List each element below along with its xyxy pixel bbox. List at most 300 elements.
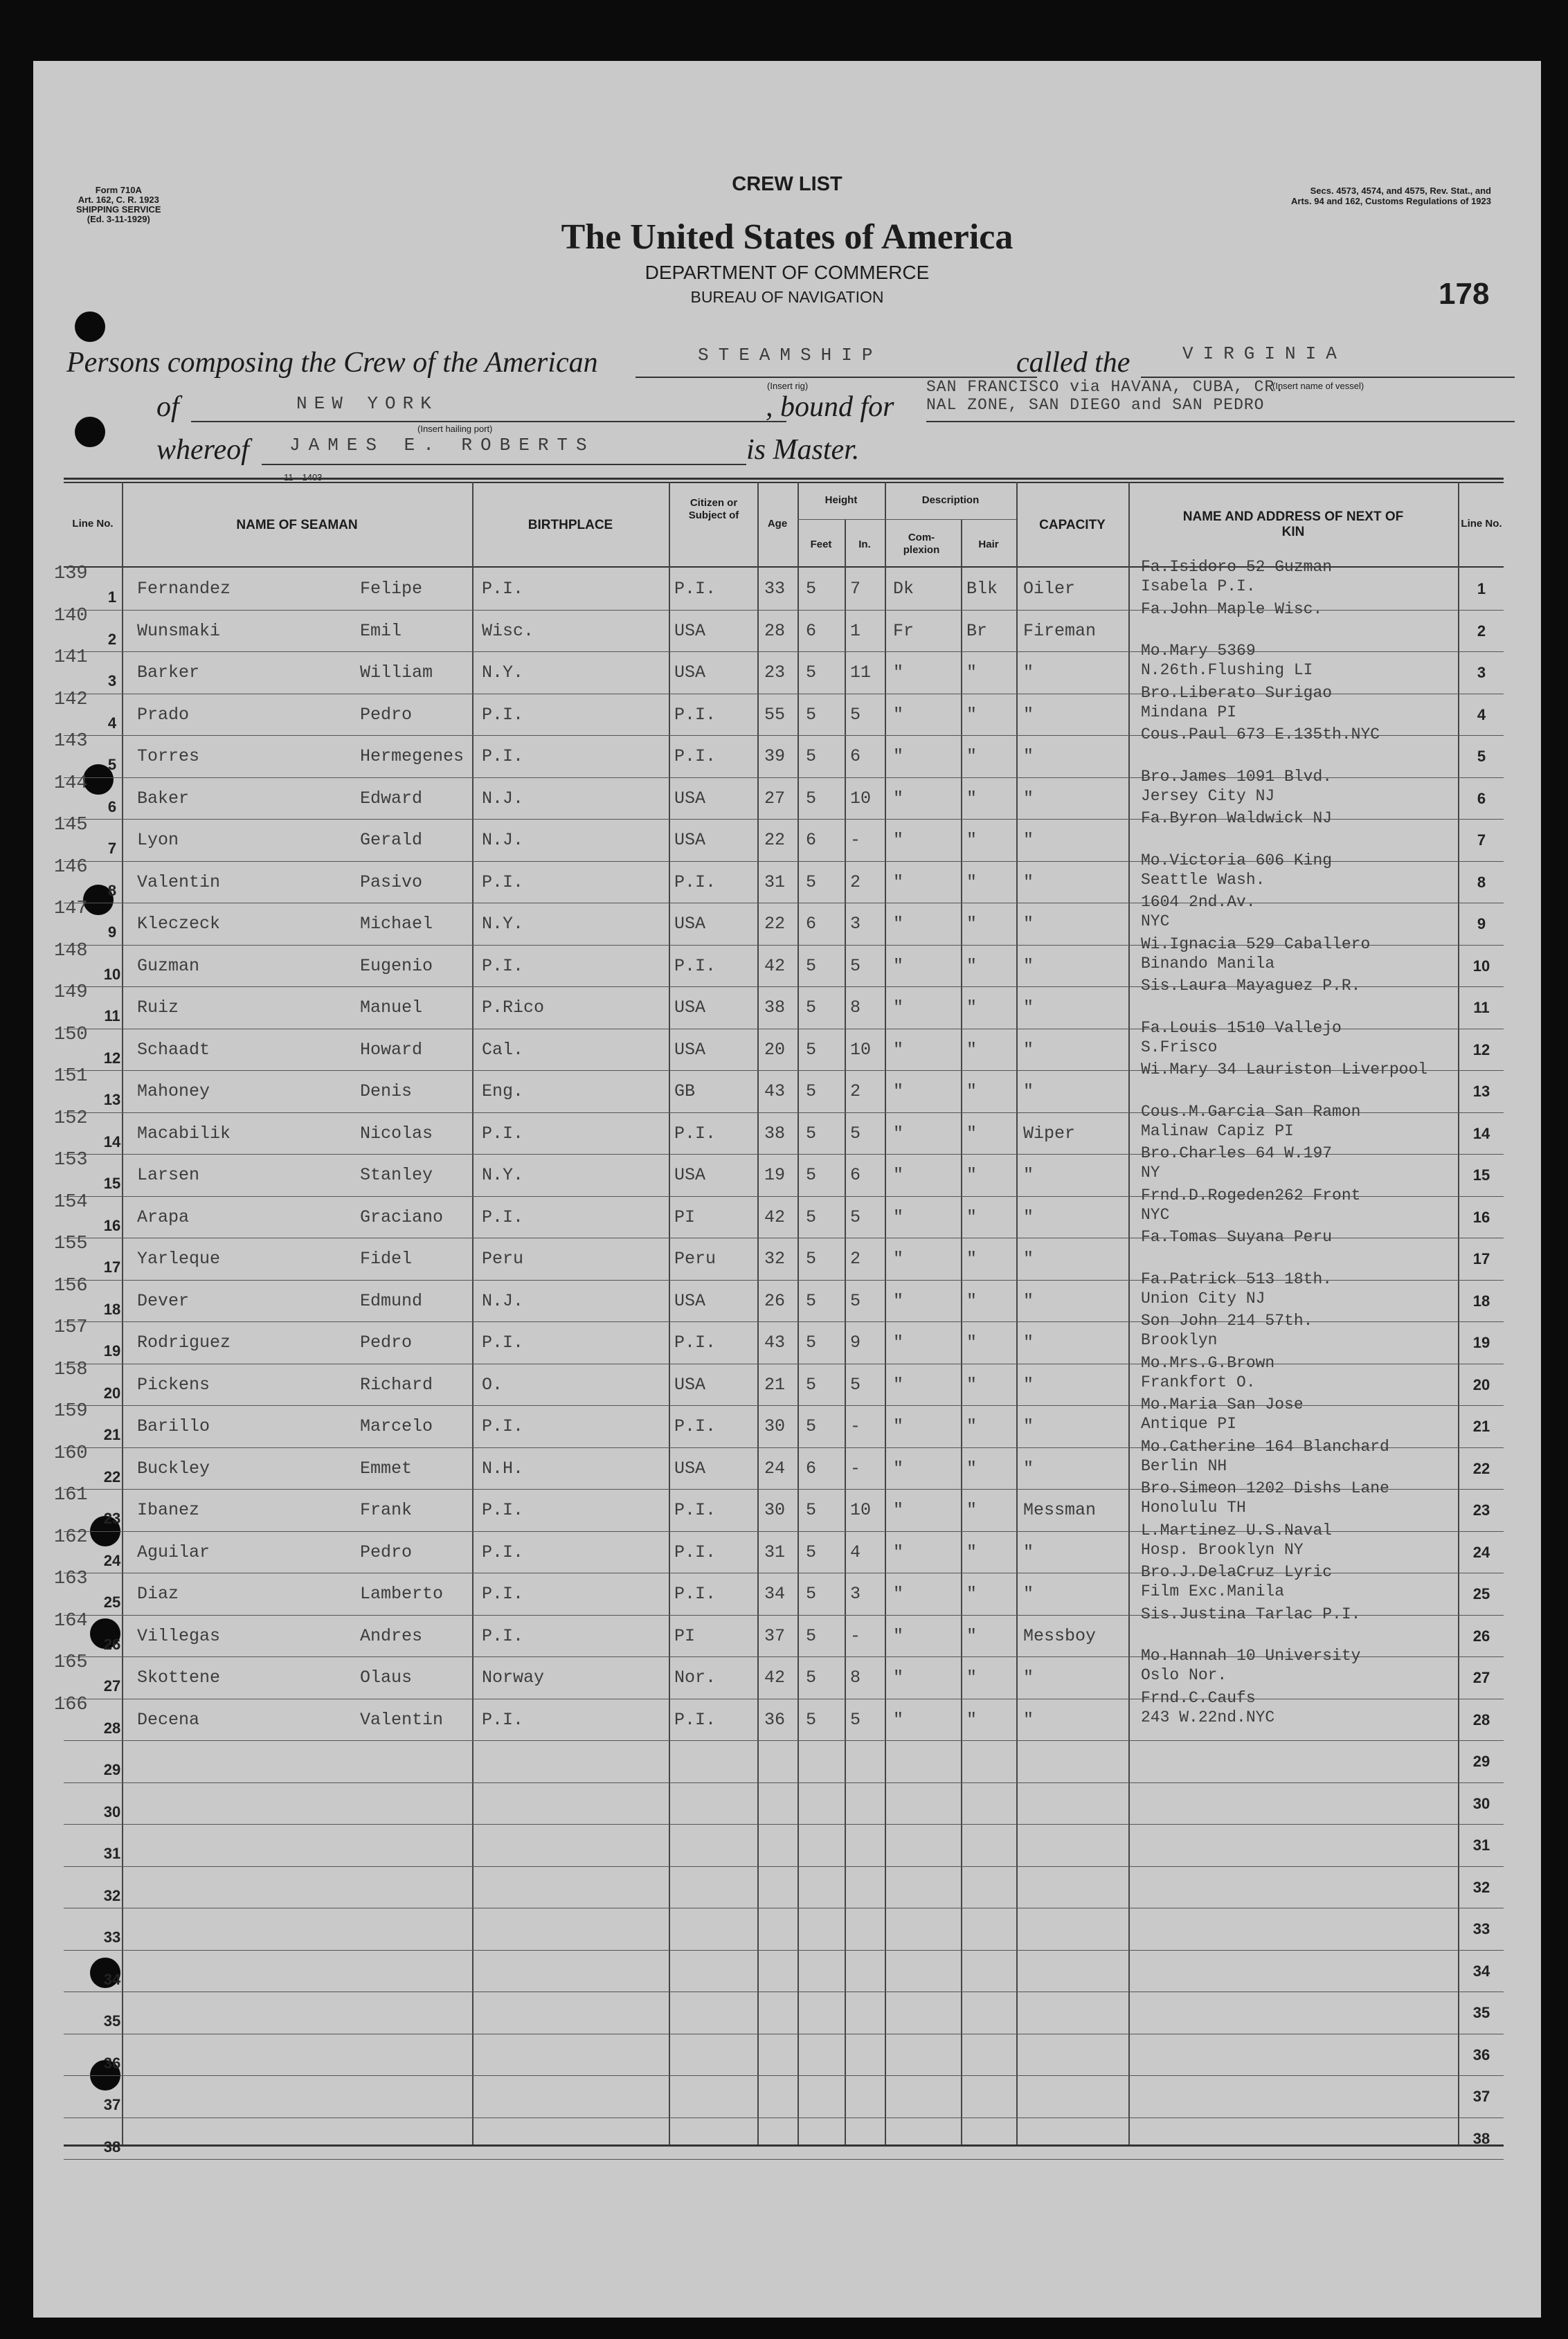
cell-kin-line-2: NYC: [1141, 1206, 1170, 1224]
line-number-left: 30: [103, 1803, 121, 1821]
cell-cap: ": [1023, 1207, 1034, 1227]
cell-surname: Guzman: [137, 956, 200, 976]
cell-ft: 6: [806, 830, 817, 850]
cell-birth: N.J.: [482, 1291, 524, 1311]
statutes-line-1: Secs. 4573, 4574, and 4575, Rev. Stat., and: [1310, 186, 1491, 196]
cell-surname: Macabilik: [137, 1123, 231, 1144]
cell-in: -: [850, 1459, 861, 1479]
header-height: Height: [824, 494, 858, 506]
cell-hair: ": [966, 1500, 977, 1520]
cell-birth: P.I.: [482, 1500, 524, 1520]
line-number-right: 31: [1472, 1836, 1490, 1854]
cell-surname: Lyon: [137, 830, 179, 850]
cell-given: Hermegenes: [360, 746, 465, 766]
cell-cit: USA: [674, 830, 706, 850]
cell-birth: N.Y.: [482, 914, 524, 934]
cell-surname: Ibanez: [137, 1500, 200, 1520]
cell-surname: Torres: [137, 746, 200, 766]
cell-birth: P.I.: [482, 1333, 524, 1353]
table-top-rule: [64, 478, 1504, 480]
cell-cit: P.I.: [674, 746, 717, 766]
handwritten-count: 147: [54, 898, 88, 919]
cell-surname: Aguilar: [137, 1542, 210, 1562]
cell-ft: 6: [806, 914, 817, 934]
line-number-left: 2: [107, 631, 117, 648]
cell-ft: 5: [806, 1249, 817, 1269]
cell-birth: P.I.: [482, 1207, 524, 1227]
cell-ft: 5: [806, 1626, 817, 1646]
cell-kin-line-1: Bro.Charles 64 W.197: [1141, 1144, 1333, 1162]
line-number-right: 37: [1472, 2088, 1490, 2105]
cell-surname: Baker: [137, 788, 190, 809]
cell-kin-line-1: Fa.Byron Waldwick NJ: [1141, 809, 1333, 827]
line-number-left: 31: [103, 1845, 121, 1862]
cell-cap: Fireman: [1023, 621, 1097, 641]
table-row: [33, 1992, 1541, 2034]
cell-ft: 5: [806, 1291, 817, 1311]
cell-cap: ": [1023, 997, 1034, 1018]
cell-cit: USA: [674, 621, 706, 641]
cell-surname: Arapa: [137, 1207, 190, 1227]
cell-in: 5: [850, 956, 861, 976]
header-line-no-right: Line No.: [1461, 518, 1502, 530]
cell-cit: P.I.: [674, 1123, 717, 1144]
cell-cit: P.I.: [674, 1500, 717, 1520]
header-line-no: Line No.: [72, 518, 114, 530]
cell-cit: PI: [674, 1207, 696, 1227]
statutes-line-2: Arts. 94 and 162, Customs Regulations of 1923: [1291, 196, 1491, 206]
header-capacity: CAPACITY: [1039, 518, 1106, 532]
cell-cap: ": [1023, 705, 1034, 725]
cell-comp: ": [893, 705, 904, 725]
cell-cap: ": [1023, 1375, 1034, 1395]
cell-comp: ": [893, 1249, 904, 1269]
cell-age: 43: [764, 1081, 786, 1101]
table-row: [33, 2117, 1541, 2160]
line-number-right: 18: [1472, 1292, 1490, 1310]
cell-cit: P.I.: [674, 1584, 717, 1604]
cell-cit: USA: [674, 1040, 706, 1060]
cell-hair: Blk: [966, 579, 998, 599]
cell-ft: 5: [806, 1165, 817, 1185]
cell-comp: ": [893, 1416, 904, 1436]
cell-in: 3: [850, 1584, 861, 1604]
cell-kin-line-1: Mo.Mrs.G.Brown: [1141, 1354, 1275, 1372]
cell-cap: ": [1023, 830, 1034, 850]
line-number-right: 7: [1477, 831, 1486, 849]
cell-comp: ": [893, 1040, 904, 1060]
cell-kin-line-2: Jersey City NJ: [1141, 787, 1275, 805]
cell-kin-line-1: Sis.Laura Mayaguez P.R.: [1141, 977, 1361, 995]
cell-ft: 5: [806, 662, 817, 683]
line-number-left: 16: [103, 1217, 121, 1234]
cell-in: 9: [850, 1333, 861, 1353]
cell-kin-line-2: Mindana PI: [1141, 703, 1237, 721]
cell-ft: 5: [806, 1207, 817, 1227]
cell-comp: ": [893, 1584, 904, 1604]
cell-age: 37: [764, 1626, 786, 1646]
handwritten-count: 163: [54, 1569, 88, 1589]
cell-hair: ": [966, 1375, 977, 1395]
cell-surname: Dever: [137, 1291, 190, 1311]
line-number-left: 24: [103, 1552, 121, 1569]
cell-in: 11: [850, 662, 872, 683]
cell-kin-line-2: Hosp. Brooklyn NY: [1141, 1541, 1304, 1559]
cell-cap: ": [1023, 914, 1034, 934]
cell-cit: P.I.: [674, 1542, 717, 1562]
cell-age: 27: [764, 788, 786, 809]
cell-kin-line-1: 1604 2nd.Av.: [1141, 893, 1256, 911]
cell-hair: ": [966, 1542, 977, 1562]
cell-in: 1: [850, 621, 861, 641]
cell-cap: Messboy: [1023, 1626, 1097, 1646]
cell-birth: O.: [482, 1375, 503, 1395]
cell-given: Gerald: [360, 830, 423, 850]
handwritten-count: 140: [54, 606, 88, 626]
cell-hair: ": [966, 1710, 977, 1730]
cell-kin-line-1: Fa.John Maple Wisc.: [1141, 600, 1323, 618]
cell-surname: Kleczeck: [137, 914, 221, 934]
cell-in: 2: [850, 1249, 861, 1269]
cell-kin-line-2: Union City NJ: [1141, 1290, 1265, 1308]
cell-given: Stanley: [360, 1165, 433, 1185]
cell-surname: Fernandez: [137, 579, 231, 599]
cell-given: Pasivo: [360, 872, 423, 892]
cell-comp: ": [893, 830, 904, 850]
cell-ft: 5: [806, 872, 817, 892]
cell-in: 6: [850, 1165, 861, 1185]
cell-cap: ": [1023, 1710, 1034, 1730]
cell-kin-line-2: Isabela P.I.: [1141, 577, 1256, 595]
cell-birth: P.I.: [482, 956, 524, 976]
line-number-right: 5: [1477, 748, 1486, 765]
cell-age: 42: [764, 956, 786, 976]
handwritten-count: 145: [54, 815, 88, 836]
line-number-left: 1: [107, 588, 117, 606]
subheader-rule: [797, 519, 1016, 520]
cell-comp: ": [893, 1500, 904, 1520]
line-number-right: 16: [1472, 1209, 1490, 1226]
cell-comp: ": [893, 788, 904, 809]
bound-label: , bound for: [766, 391, 894, 423]
cell-ft: 5: [806, 1333, 817, 1353]
line-number-right: 3: [1477, 664, 1486, 681]
cell-surname: Ruiz: [137, 997, 179, 1018]
table-row: [33, 1782, 1541, 1825]
header-name: NAME OF SEAMAN: [236, 518, 358, 532]
line-number-right: 34: [1472, 1962, 1490, 1980]
cell-surname: Barker: [137, 662, 200, 683]
punch-hole: [75, 311, 105, 342]
line-number-left: 14: [103, 1133, 121, 1150]
cell-comp: ": [893, 1165, 904, 1185]
line-number-right: 23: [1472, 1501, 1490, 1519]
handwritten-count: 139: [54, 563, 88, 584]
handwritten-count: 142: [54, 689, 88, 710]
cell-age: 22: [764, 830, 786, 850]
cell-comp: ": [893, 1626, 904, 1646]
cell-cap: ": [1023, 788, 1034, 809]
cell-surname: Mahoney: [137, 1081, 210, 1101]
cell-in: 5: [850, 1291, 861, 1311]
cell-cit: USA: [674, 662, 706, 683]
cell-in: 5: [850, 705, 861, 725]
line-number-left: 17: [103, 1258, 121, 1276]
header-hair: Hair: [978, 539, 999, 550]
cell-kin-line-1: Fa.Patrick 513 18th.: [1141, 1270, 1333, 1288]
handwritten-count: 156: [54, 1276, 88, 1297]
line-number-right: 17: [1472, 1250, 1490, 1267]
cell-cit: P.I.: [674, 1333, 717, 1353]
cell-cap: ": [1023, 1668, 1034, 1688]
line-number-right: 10: [1472, 957, 1490, 975]
cell-kin-line-1: Fa.Isidoro 52 Guzman: [1141, 558, 1333, 576]
line-number-left: 15: [103, 1175, 121, 1192]
cell-comp: ": [893, 1375, 904, 1395]
cell-comp: ": [893, 872, 904, 892]
cell-given: Olaus: [360, 1668, 413, 1688]
cell-cit: GB: [674, 1081, 696, 1101]
handwritten-count: 152: [54, 1108, 88, 1129]
line-number-left: 20: [103, 1384, 121, 1402]
cell-cap: ": [1023, 1542, 1034, 1562]
cell-age: 23: [764, 662, 786, 683]
cell-hair: ": [966, 1416, 977, 1436]
cell-age: 30: [764, 1416, 786, 1436]
handwritten-count: 148: [54, 941, 88, 961]
cell-ft: 5: [806, 788, 817, 809]
cell-given: Edmund: [360, 1291, 423, 1311]
handwritten-count: 155: [54, 1234, 88, 1254]
of-label: of: [156, 391, 179, 423]
cell-age: 38: [764, 1123, 786, 1144]
cell-comp: ": [893, 1081, 904, 1101]
cell-birth: P.I.: [482, 705, 524, 725]
cell-comp: ": [893, 746, 904, 766]
cell-comp: ": [893, 1542, 904, 1562]
line-number-left: 12: [103, 1049, 121, 1067]
cell-birth: N.H.: [482, 1459, 524, 1479]
cell-given: Fidel: [360, 1249, 413, 1269]
line-number-right: 2: [1477, 622, 1486, 640]
cell-surname: Wunsmaki: [137, 621, 221, 641]
cell-ft: 5: [806, 1542, 817, 1562]
cell-birth: P.I.: [482, 1542, 524, 1562]
cell-hair: ": [966, 1584, 977, 1604]
cell-cit: Nor.: [674, 1668, 717, 1688]
header-age: Age: [767, 518, 788, 530]
line-number-right: 6: [1477, 790, 1486, 807]
line-number-left: 5: [107, 756, 117, 773]
cell-cit: Peru: [674, 1249, 717, 1269]
cell-age: 38: [764, 997, 786, 1018]
cell-given: Pedro: [360, 1542, 413, 1562]
line-number-left: 7: [107, 840, 117, 857]
cell-surname: Buckley: [137, 1459, 210, 1479]
cell-surname: Barillo: [137, 1416, 210, 1436]
cell-age: 55: [764, 705, 786, 725]
cell-in: 8: [850, 997, 861, 1018]
handwritten-count: 165: [54, 1652, 88, 1673]
line-number-right: 14: [1472, 1125, 1490, 1142]
handwritten-count: 162: [54, 1527, 88, 1548]
cell-surname: Yarleque: [137, 1249, 221, 1269]
cell-kin-line-2: Antique PI: [1141, 1415, 1237, 1433]
cell-comp: ": [893, 1459, 904, 1479]
cell-comp: ": [893, 997, 904, 1018]
line-number-left: 22: [103, 1468, 121, 1485]
line-number-right: 27: [1472, 1669, 1490, 1686]
cell-given: Manuel: [360, 997, 423, 1018]
cell-in: 5: [850, 1710, 861, 1730]
rig-hint: (Insert rig): [767, 381, 809, 391]
cell-kin-line-2: NYC: [1141, 912, 1170, 930]
cell-hair: ": [966, 788, 977, 809]
cell-kin-line-1: Mo.Hannah 10 University: [1141, 1647, 1361, 1665]
cell-cit: PI: [674, 1626, 696, 1646]
cell-comp: ": [893, 1123, 904, 1144]
cell-ft: 5: [806, 1375, 817, 1395]
line-number-left: 37: [103, 2096, 121, 2113]
cell-ft: 6: [806, 621, 817, 641]
cell-given: William: [360, 662, 433, 683]
handwritten-count: 159: [54, 1401, 88, 1422]
cell-kin-line-2: Seattle Wash.: [1141, 871, 1265, 889]
cell-hair: ": [966, 1626, 977, 1646]
line-number-right: 21: [1472, 1418, 1490, 1435]
line-number-left: 6: [107, 798, 117, 815]
cell-kin-line-1: Mo.Mary 5369: [1141, 642, 1256, 660]
handwritten-count: 164: [54, 1611, 88, 1632]
cell-age: 39: [764, 746, 786, 766]
cell-hair: ": [966, 1333, 977, 1353]
cell-birth: Eng.: [482, 1081, 524, 1101]
line-number-right: 22: [1472, 1460, 1490, 1477]
handwritten-count: 150: [54, 1024, 88, 1045]
cell-ft: 5: [806, 997, 817, 1018]
cell-in: 7: [850, 579, 861, 599]
cell-in: 5: [850, 1123, 861, 1144]
line-number-right: 32: [1472, 1879, 1490, 1896]
header-birthplace: BIRTHPLACE: [528, 518, 613, 532]
page-number: 178: [1439, 277, 1490, 311]
line-number-left: 11: [104, 1007, 120, 1024]
cell-surname: Decena: [137, 1710, 200, 1730]
cell-ft: 5: [806, 1710, 817, 1730]
cell-kin-line-2: S.Frisco: [1141, 1038, 1218, 1056]
line-number-left: 13: [103, 1091, 121, 1108]
whereof-label: whereof: [156, 434, 249, 466]
cell-age: 43: [764, 1333, 786, 1353]
master-label: is Master.: [746, 434, 860, 466]
port-underline: [191, 421, 786, 422]
cell-kin-line-1: Fa.Tomas Suyana Peru: [1141, 1228, 1333, 1246]
cell-cap: ": [1023, 662, 1034, 683]
cell-hair: ": [966, 1165, 977, 1185]
cell-ft: 5: [806, 705, 817, 725]
master-value: JAMES E. ROBERTS: [289, 435, 595, 455]
cell-hair: ": [966, 1207, 977, 1227]
cell-ft: 5: [806, 746, 817, 766]
cell-hair: ": [966, 705, 977, 725]
cell-birth: P.I.: [482, 1710, 524, 1730]
cell-surname: Schaadt: [137, 1040, 210, 1060]
line-number-left: 36: [103, 2054, 121, 2072]
cell-kin-line-1: Mo.Victoria 606 King: [1141, 851, 1333, 869]
cell-hair: Br: [966, 621, 988, 641]
table-row: [33, 1950, 1541, 1992]
line-number-left: 3: [107, 672, 117, 689]
line-number-left: 28: [103, 1719, 121, 1737]
line-number-right: 30: [1472, 1795, 1490, 1812]
cell-kin-line-1: Fa.Louis 1510 Vallejo: [1141, 1019, 1342, 1037]
cell-cit: USA: [674, 1459, 706, 1479]
cell-given: Edward: [360, 788, 423, 809]
handwritten-count: 143: [54, 731, 88, 752]
cell-cap: ": [1023, 1291, 1034, 1311]
line-number-right: 12: [1472, 1041, 1490, 1058]
line-number-left: 19: [103, 1342, 121, 1360]
cell-given: Andres: [360, 1626, 423, 1646]
cell-given: Pedro: [360, 1333, 413, 1353]
cell-hair: ": [966, 662, 977, 683]
cell-birth: P.I.: [482, 746, 524, 766]
table-top-rule-2: [64, 482, 1504, 483]
cell-birth: P.I.: [482, 1584, 524, 1604]
cell-comp: ": [893, 1207, 904, 1227]
line-number-right: 33: [1472, 1920, 1490, 1938]
cell-cit: P.I.: [674, 872, 717, 892]
cell-hair: ": [966, 956, 977, 976]
line-number-left: 35: [103, 2012, 121, 2030]
table-row: [33, 1824, 1541, 1866]
cell-age: 30: [764, 1500, 786, 1520]
cell-hair: ": [966, 746, 977, 766]
cell-birth: N.Y.: [482, 662, 524, 683]
line-number-right: 19: [1472, 1334, 1490, 1351]
cell-given: Michael: [360, 914, 433, 934]
punch-hole: [75, 417, 105, 447]
line-number-right: 36: [1472, 2046, 1490, 2063]
line-number-left: 34: [103, 1971, 121, 1988]
cell-kin-line-2: Honolulu TH: [1141, 1499, 1246, 1517]
called-label: called the: [1016, 347, 1130, 379]
form-service: SHIPPING SERVICE: [76, 204, 161, 215]
cell-birth: Cal.: [482, 1040, 524, 1060]
destination-line-1: SAN FRANCISCO via HAVANA, CUBA, CR.: [926, 378, 1286, 396]
table-row: [33, 1689, 1541, 1741]
country-title: The United States of America: [561, 217, 1013, 257]
cell-ft: 5: [806, 1123, 817, 1144]
cell-ft: 6: [806, 1459, 817, 1479]
cell-birth: P.I.: [482, 1416, 524, 1436]
cell-cap: Oiler: [1023, 579, 1076, 599]
line-number-right: 28: [1472, 1711, 1490, 1728]
line-number-right: 1: [1477, 580, 1486, 597]
cell-ft: 5: [806, 579, 817, 599]
master-underline: [262, 464, 746, 465]
cell-age: 31: [764, 872, 786, 892]
cell-cap: ": [1023, 746, 1034, 766]
cell-ft: 5: [806, 956, 817, 976]
cell-ft: 5: [806, 1500, 817, 1520]
form-edition: (Ed. 3-11-1929): [87, 214, 150, 224]
cell-hair: ": [966, 1249, 977, 1269]
handwritten-count: 151: [54, 1066, 88, 1087]
cell-kin-line-1: Mo.Catherine 164 Blanchard: [1141, 1438, 1389, 1456]
cell-ft: 5: [806, 1416, 817, 1436]
handwritten-count: 157: [54, 1317, 88, 1338]
